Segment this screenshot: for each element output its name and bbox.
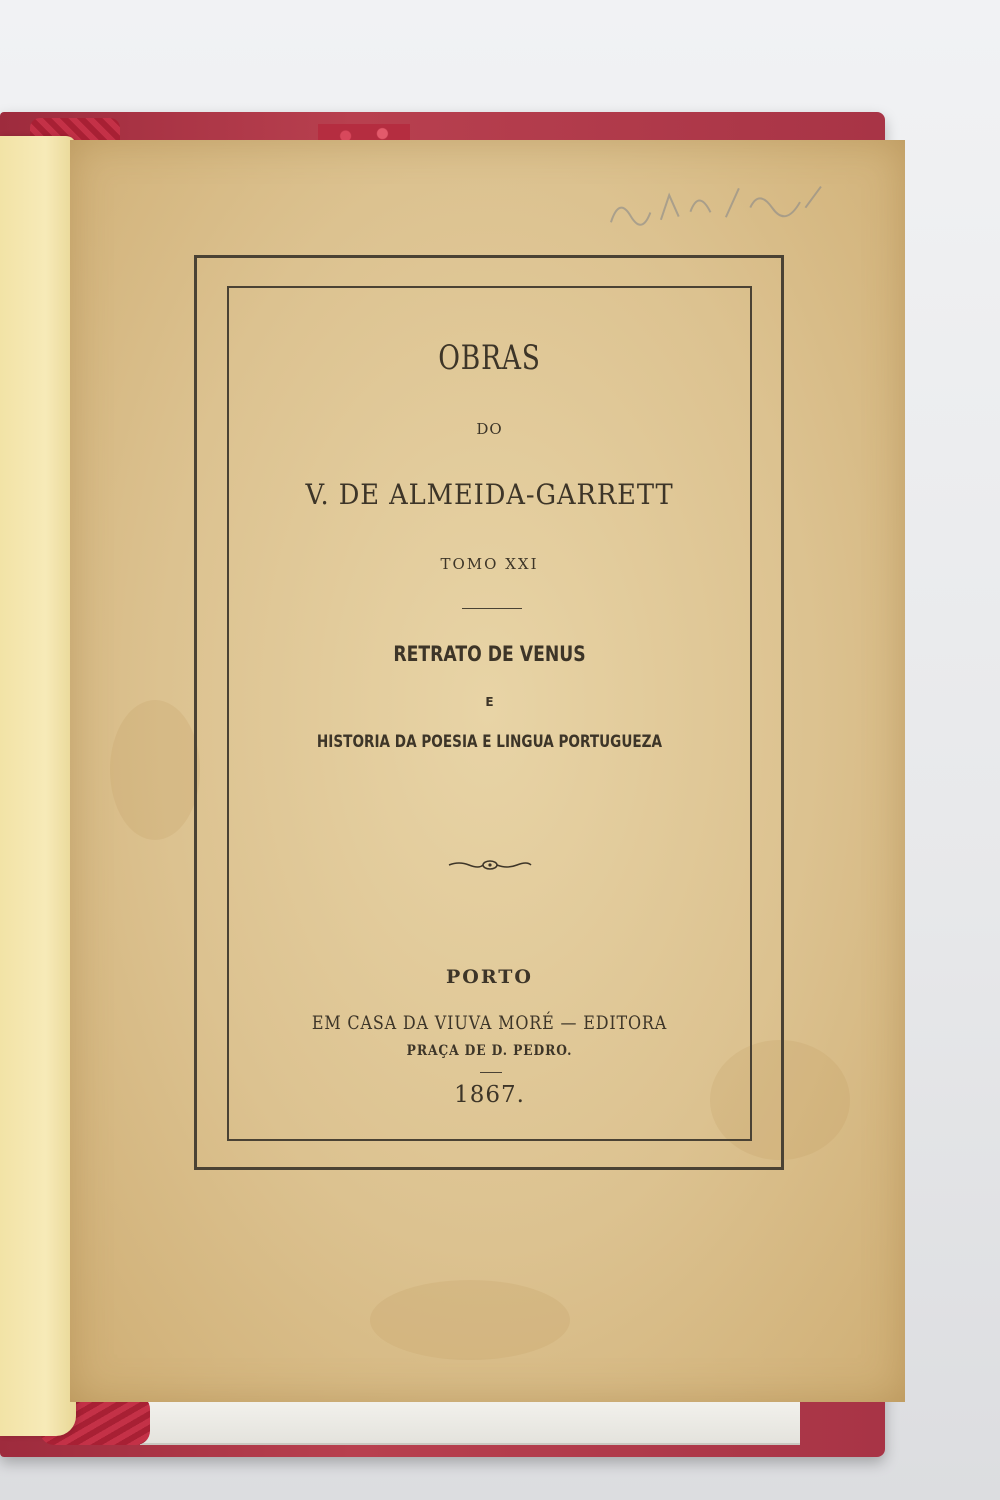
imprint-address: PRAÇA DE D. PEDRO.	[406, 1043, 573, 1059]
paper-stain	[110, 700, 200, 840]
divider-rule-small	[480, 1072, 502, 1073]
page-block-edge	[140, 1395, 800, 1445]
imprint-publisher: EM CASA DA VIUVA MORÉ — EDITORA	[311, 1012, 668, 1034]
conjunction-line: E	[485, 695, 494, 709]
volume-number: TOMO XXI	[440, 555, 539, 573]
left-facing-page	[0, 136, 76, 1436]
work-subtitle: HISTORIA DA POESIA E LINGUA PORTUGUEZA	[316, 732, 663, 752]
paper-stain	[370, 1280, 570, 1360]
series-title: OBRAS	[438, 338, 541, 378]
divider-rule	[462, 608, 522, 609]
work-title: RETRATO DE VENUS	[393, 642, 586, 666]
author-name: V. DE ALMEIDA-GARRETT	[305, 478, 674, 511]
preposition-line: DO	[476, 420, 503, 438]
imprint-year: 1867.	[454, 1082, 525, 1108]
ornament-flourish-icon	[447, 855, 533, 875]
imprint-city: PORTO	[446, 966, 533, 988]
